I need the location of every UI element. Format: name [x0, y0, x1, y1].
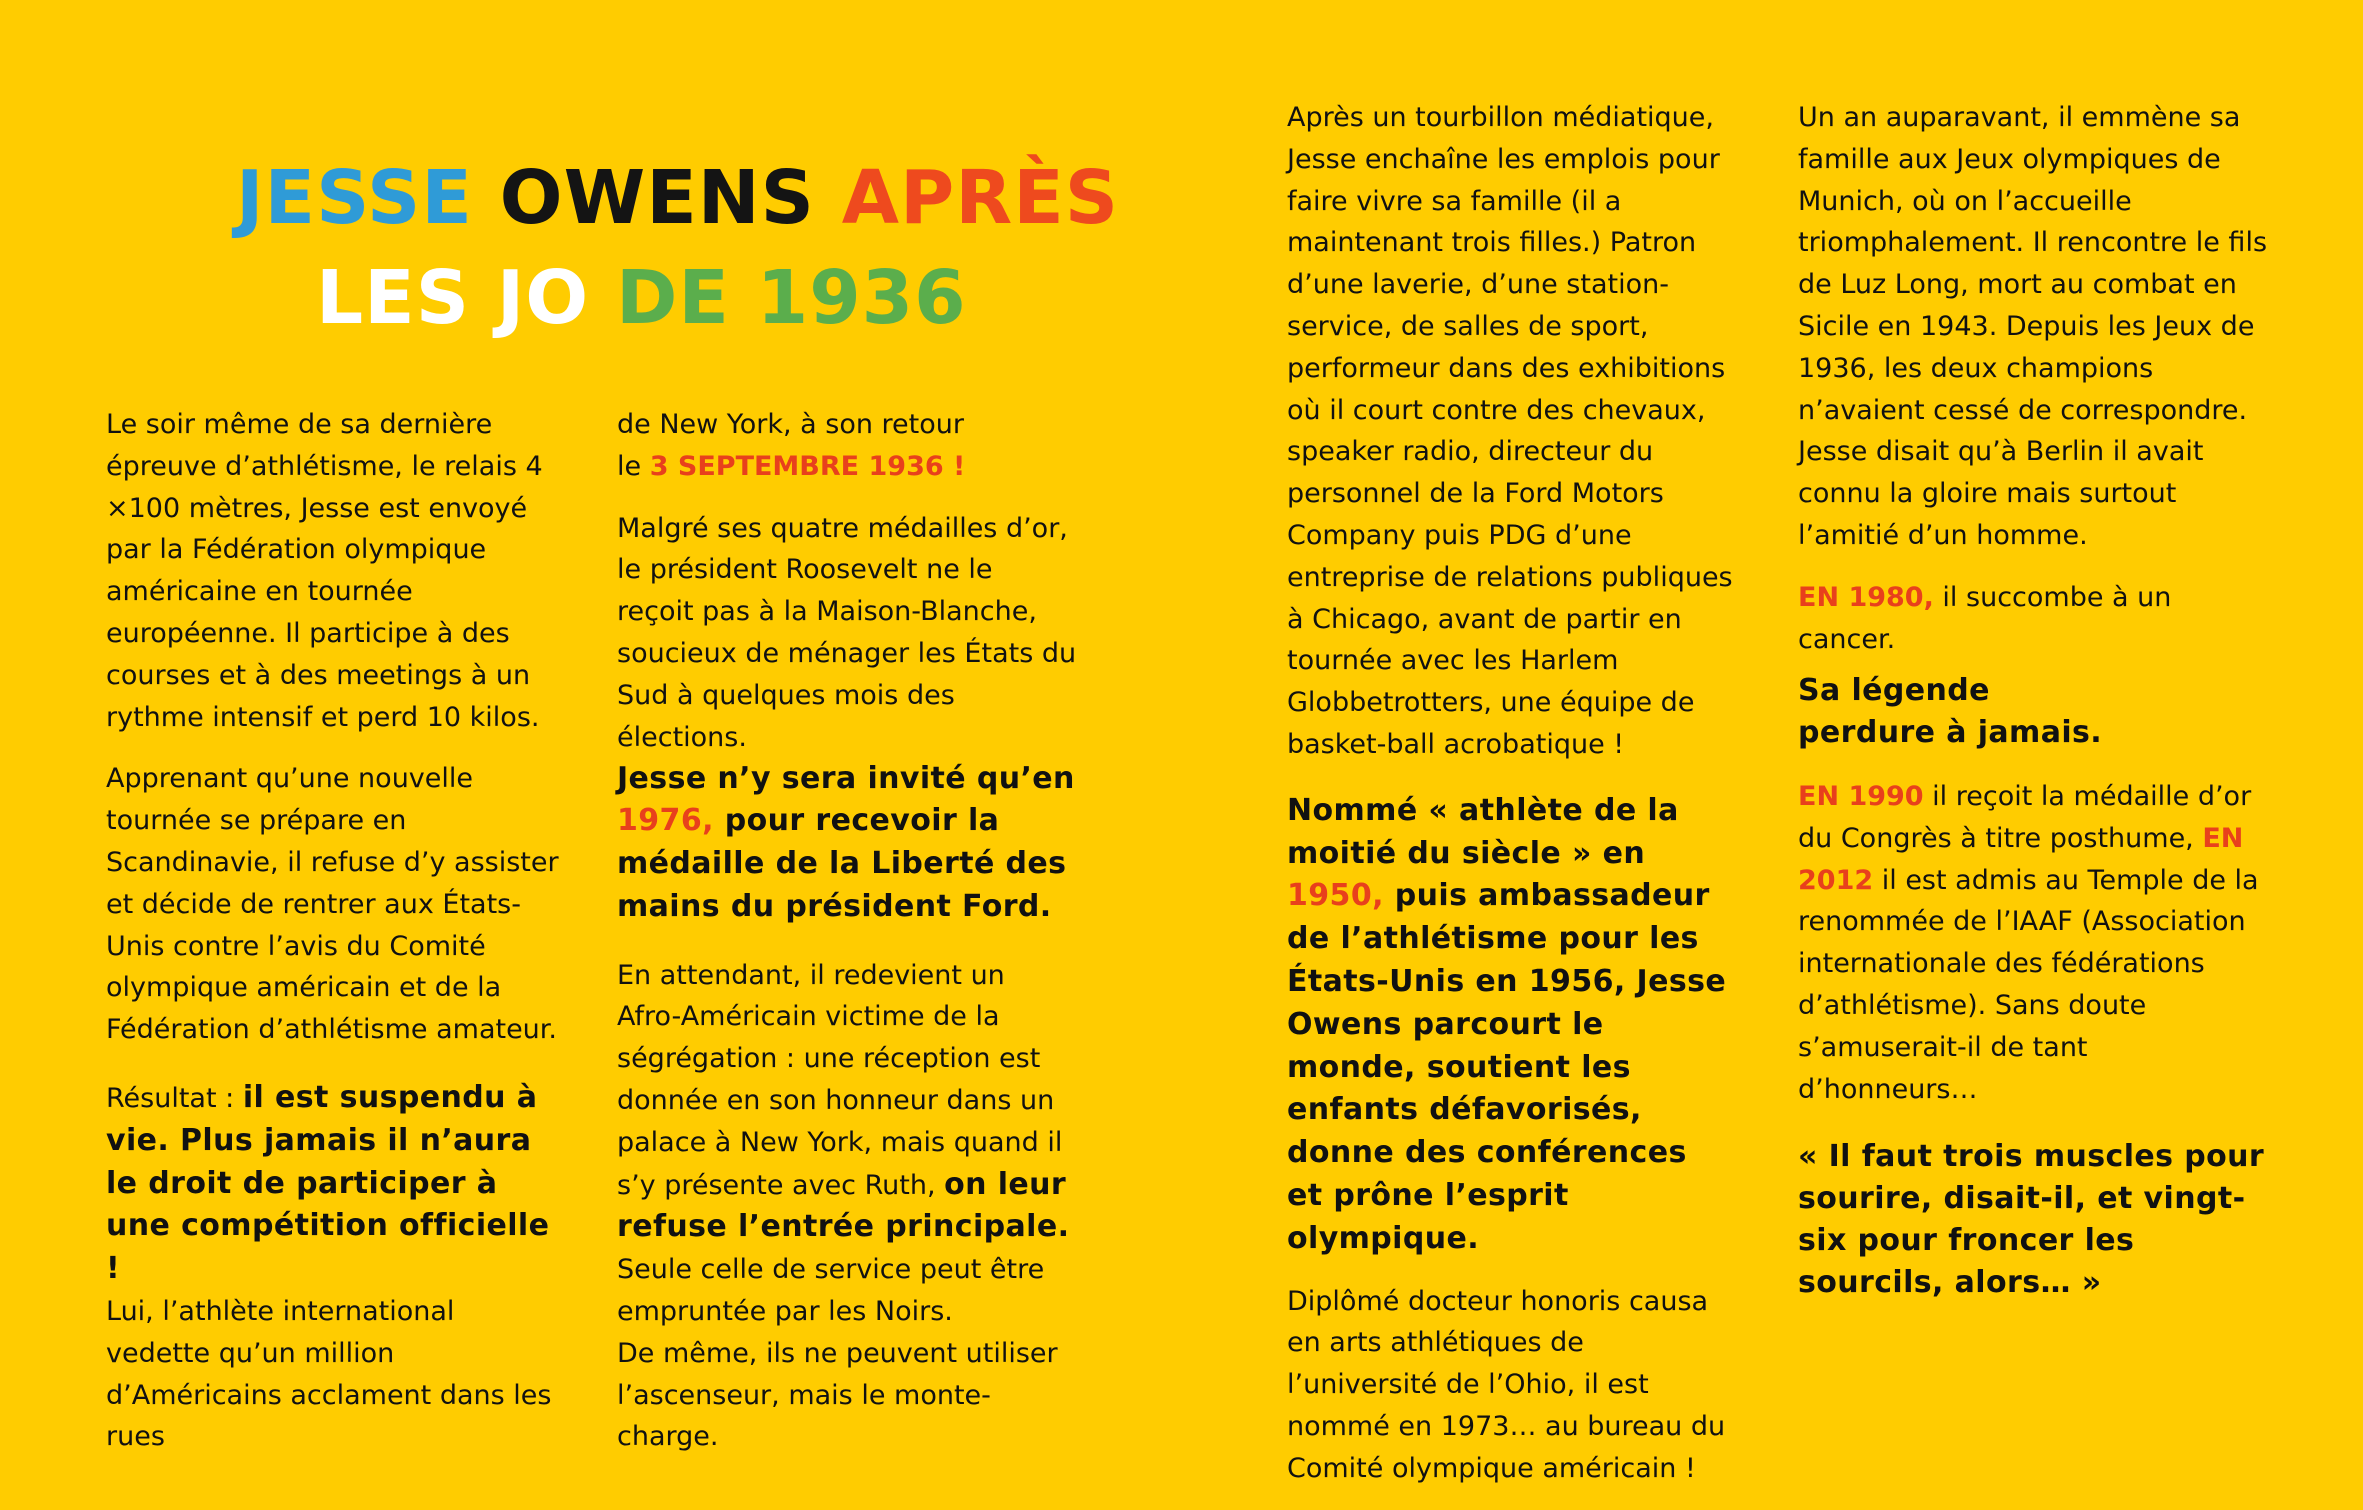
col2-invited-text: Jesse n’y sera invité qu’en	[617, 761, 1075, 797]
col2-year-1976: 1976,	[617, 803, 714, 839]
title-word-jesse: JESSE	[236, 154, 473, 241]
col4-paragraph-2	[1798, 577, 2268, 661]
col4-quote: « Il faut trois muscles pour sourire, disait-il, et vingt-six pour froncer les sourcils, alors… »	[1798, 1139, 2265, 1300]
col4-death-text: il succombe à un cancer.	[1798, 581, 2172, 655]
col1-result-label: Résultat :	[106, 1082, 243, 1114]
col3-paragraph-1: Après un tourbillon médiatique, Jesse enchaîne les emplois pour faire vivre sa famille (il a maintenant trois filles.) Patron d’une laverie, d’une station-service, de salles de sport, performeur dans des exhibitions où il court contre des chevaux, speaker radio, directeur du personnel de la Ford Motors Company puis PDG d’une entreprise de relations publiques à Chicago, avant de partir en tournée avec les Harlem Globbetrotters, une équipe de basket-ball acrobatique !	[1287, 102, 1733, 760]
col2-roosevelt-text: Malgré ses quatre médailles d’or, le président Roosevelt ne le reçoit pas à la Maison-Blanche, soucieux de ménager les États du Sud à quelques mois des élections.	[617, 512, 1077, 753]
col2-elevator: De même, ils ne peuvent utiliser l’ascenseur, mais le monte-charge.	[617, 1337, 1058, 1453]
col2-continuation: de New York, à son retour	[617, 409, 964, 440]
col2-medal-text: pour recevoir la médaille de la Liberté des mains du président Ford.	[617, 803, 1067, 924]
col4-hall-of-fame-text: il est admis au Temple de la renommée de l’IAAF (Association internationale des fédérations d’athlétisme). Sans doute s’amuserait-il de tant d’honneurs…	[1798, 864, 2259, 1105]
title-word-owens: OWENS	[499, 154, 815, 241]
title-word-de-1936: DE 1936	[615, 254, 967, 341]
col3-year-1950: 1950,	[1287, 878, 1384, 914]
col3-paragraph-2	[1287, 790, 1727, 1261]
col2-refused-entry: on leur refuse l’entrée principale.	[617, 1166, 1070, 1245]
col3-ambassador-text-b: puis ambassadeur de l’athlétisme pour les États-Unis en 1956, Jesse Owens parcourt le monde, soutient les enfants défavorisés, donne des conférences et prône l’esprit olympique.	[1287, 878, 1727, 1256]
title-word-les-jo: LES JO	[316, 254, 590, 341]
col2-le: le	[617, 450, 650, 482]
col2-paragraph-1	[617, 404, 1077, 488]
title-line-1	[236, 148, 1119, 248]
title-line-2	[236, 248, 1119, 348]
column-1	[106, 404, 561, 1478]
col2-service-entry: Seule celle de service peut être empruntée par les Noirs.	[617, 1254, 1045, 1327]
col4-legend-text: Sa légende perdure à jamais.	[1798, 673, 2103, 751]
col2-return-date: 3 SEPTEMBRE 1936 !	[649, 450, 966, 482]
column-4	[1798, 97, 2268, 1324]
col4-year-2012: EN 2012	[1798, 822, 2244, 896]
col4-paragraph-4	[1798, 776, 2268, 1110]
col4-year-1990: EN 1990	[1798, 780, 1924, 812]
col2-segregation-text: En attendant, il redevient un Afro-Américain victime de la ségrégation : une réception est donnée en son honneur dans un palace à New York, mais quand il s’y présente avec Ruth,	[617, 959, 1063, 1201]
col1-paragraph-3-rest: Lui, l’athlète international vedette qu’un million d’Américains acclament dans les rues	[106, 1295, 552, 1453]
col1-paragraph-2: Apprenant qu’une nouvelle tournée se prépare en Scandinavie, il refuse d’y assister et décide de rentrer aux États-Unis contre l’avis du Comité olympique américain et de la Fédération d’athlétisme amateur.	[106, 763, 559, 1046]
col1-suspension-text: il est suspendu à vie. Plus jamais il n’aura le droit de participer à une compétition officielle !	[106, 1079, 550, 1287]
col4-medal-text: il reçoit la médaille d’or du Congrès à titre posthume,	[1798, 780, 2252, 854]
page-title	[236, 148, 1119, 348]
title-word-apres: APRÈS	[841, 154, 1120, 241]
col3-ambassador-text-a: Nommé « athlète de la moitié du siècle » en	[1287, 792, 1679, 871]
column-3	[1287, 97, 1752, 1510]
column-2	[617, 404, 1077, 1478]
col1-paragraph-1: Le soir même de sa dernière épreuve d’athlétisme, le relais 4 ×100 mètres, Jesse est envoyé par la Fédération olympique américaine en tournée européenne. Il participe à des courses et à des meetings à un rythme intensif et perd 10 kilos.	[106, 409, 543, 733]
col3-paragraph-3: Diplômé docteur honoris causa en arts athlétiques de l’université de l’Ohio, il est nommé en 1973… au bureau du Comité olympique américain !	[1287, 1285, 1726, 1484]
col4-paragraph-1: Un an auparavant, il emmène sa famille aux Jeux olympiques de Munich, où on l’accueille triomphalement. Il rencontre le fils de Luz Long, mort au combat en Sicile en 1943. Depuis les Jeux de 1936, les deux champions n’avaient cessé de correspondre. Jesse disait qu’à Berlin il avait connu la gloire mais surtout l’amitié d’un homme.	[1798, 102, 2268, 551]
col1-paragraph-3	[106, 1077, 561, 1458]
col4-year-1980: EN 1980,	[1798, 581, 1934, 613]
col2-paragraph-2	[617, 508, 1077, 929]
col2-paragraph-3	[617, 955, 1077, 1459]
